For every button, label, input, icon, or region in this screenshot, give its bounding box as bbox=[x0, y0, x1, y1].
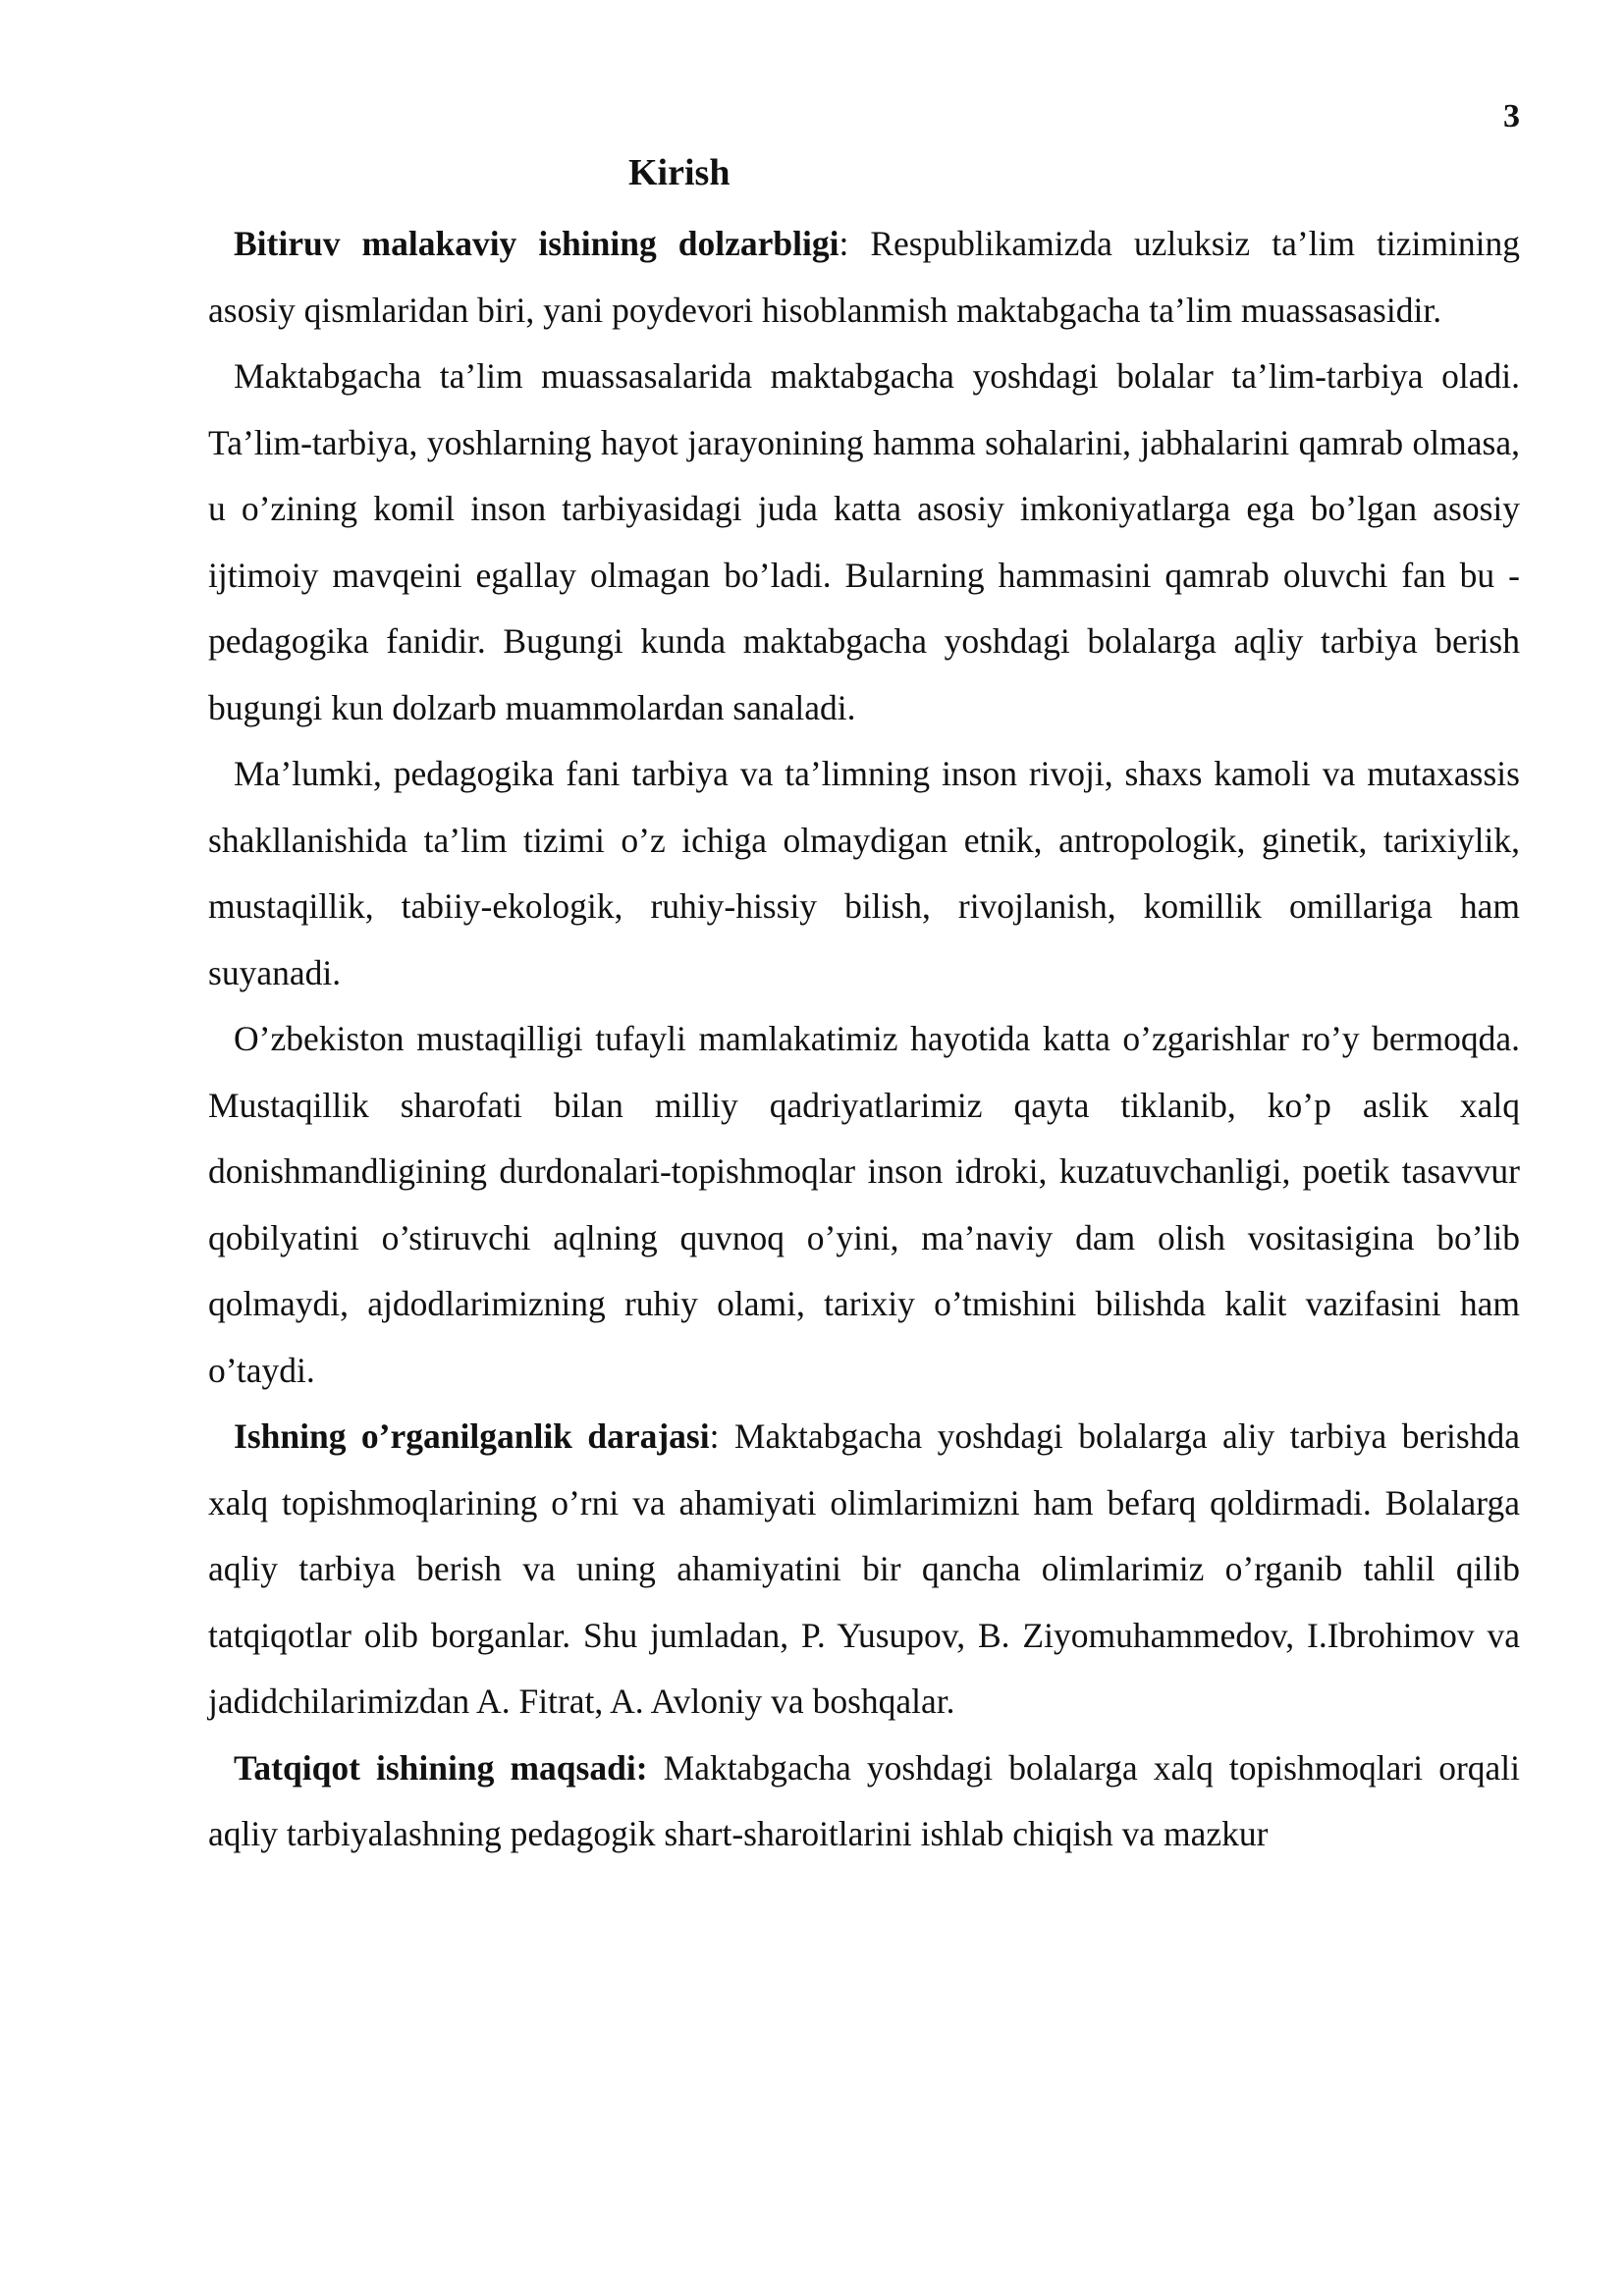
paragraph-text: Maktabgacha ta’lim muassasalarida maktabgacha yoshdagi bolalar ta’lim-tarbiya oladi. Ta’lim-tarbiya, yoshlarning hayot jarayonining hamma sohalarini, jabhalarini qamrab olmasa, u o’zining komil inson tarbiyasidagi juda katta asosiy imkoniyatlarga ega bo’lgan asosiy ijtimoiy mavqeini egallay olmagan bo’ladi. Bularning hammasini qamrab oluvchi fan bu - pedagogika fanidir. Bugungi kunda maktabgacha yoshdagi bolalarga aqliy tarbiya berish bugungi kun dolzarb muammolardan sanaladi. bbox=[208, 356, 1520, 727]
paragraph-pedagogy bbox=[208, 741, 1520, 1006]
paragraph-preschool bbox=[208, 344, 1520, 741]
paragraph-independence bbox=[208, 1006, 1520, 1404]
paragraph-research-level bbox=[208, 1404, 1520, 1735]
paragraph-text: Respublikamizda uzluksiz ta’lim tizimining asosiy qismlaridan biri, yani poydevori hisoblanmish maktabgacha ta’lim muassasasidir. bbox=[208, 224, 1520, 330]
paragraph-heading: Tatqiqot ishining maqsadi: bbox=[234, 1747, 648, 1788]
heading-separator bbox=[648, 1748, 664, 1788]
paragraph-text: Maktabgacha yoshdagi bolalarga xalq topishmoqlari orqali aqliy tarbiyalashning pedagogik shart-sharoitlarini ishlab chiqish va mazkur bbox=[208, 1747, 1520, 1853]
paragraph-text: O’zbekiston mustaqilligi tufayli mamlakatimiz hayotida katta o’zgarishlar ro’y bermoqda. Mustaqillik sharofati bilan milliy qadriyatlarimiz qayta tiklanib, ko’p aslik xalq donishmandligining durdonalari-topishmoqlar inson idroki, kuzatuvchanligi, poetik tasavvur qobilyatini o’stiruvchi aqlning quvnoq o’yini, ma’naviy dam olish vositasigina bo’lib qolmaydi, ajdodlarimizning ruhiy olami, tarixiy o’tmishini bilishda kalit vazifasini ham o’taydi. bbox=[208, 1019, 1520, 1390]
paragraph-research-goal bbox=[208, 1735, 1520, 1868]
paragraph-text: Ma’lumki, pedagogika fani tarbiya va ta’limning inson rivoji, shaxs kamoli va mutaxassis shakllanishida ta’lim tizimi o’z ichiga olmaydigan etnik, antropologik, ginetik, tarixiylik, mustaqillik, tabiiy-ekologik, ruhiy-hissiy bilish, rivojlanish, komillik omillariga ham suyanadi. bbox=[208, 754, 1520, 992]
heading-separator: : bbox=[709, 1416, 734, 1456]
page-number: 3 bbox=[1503, 98, 1520, 134]
paragraph-relevance bbox=[208, 211, 1520, 344]
paragraph-heading: Ishning o’rganilganlik darajasi bbox=[234, 1416, 710, 1456]
paragraph-text: Maktabgacha yoshdagi bolalarga aliy tarbiya berishda xalq topishmoqlarining o’rni va ahamiyati olimlarimizni ham befarq qoldirmadi. Bolalarga aqliy tarbiya berish va uning ahamiyatini bir qancha olimlarimiz o’rganib tahlil qilib tatqiqotlar olib borganlar. Shu jumladan, P. Yusupov, B. Ziyomuhammedov, I.Ibrohimov va jadidchilarimizdan A. Fitrat, A. Avloniy va boshqalar. bbox=[208, 1416, 1520, 1721]
body-text bbox=[208, 211, 1520, 1868]
section-title: Kirish bbox=[628, 152, 731, 193]
paragraph-heading: Bitiruv malakaviy ishining dolzarbligi bbox=[234, 224, 839, 263]
heading-separator: : bbox=[839, 224, 871, 263]
